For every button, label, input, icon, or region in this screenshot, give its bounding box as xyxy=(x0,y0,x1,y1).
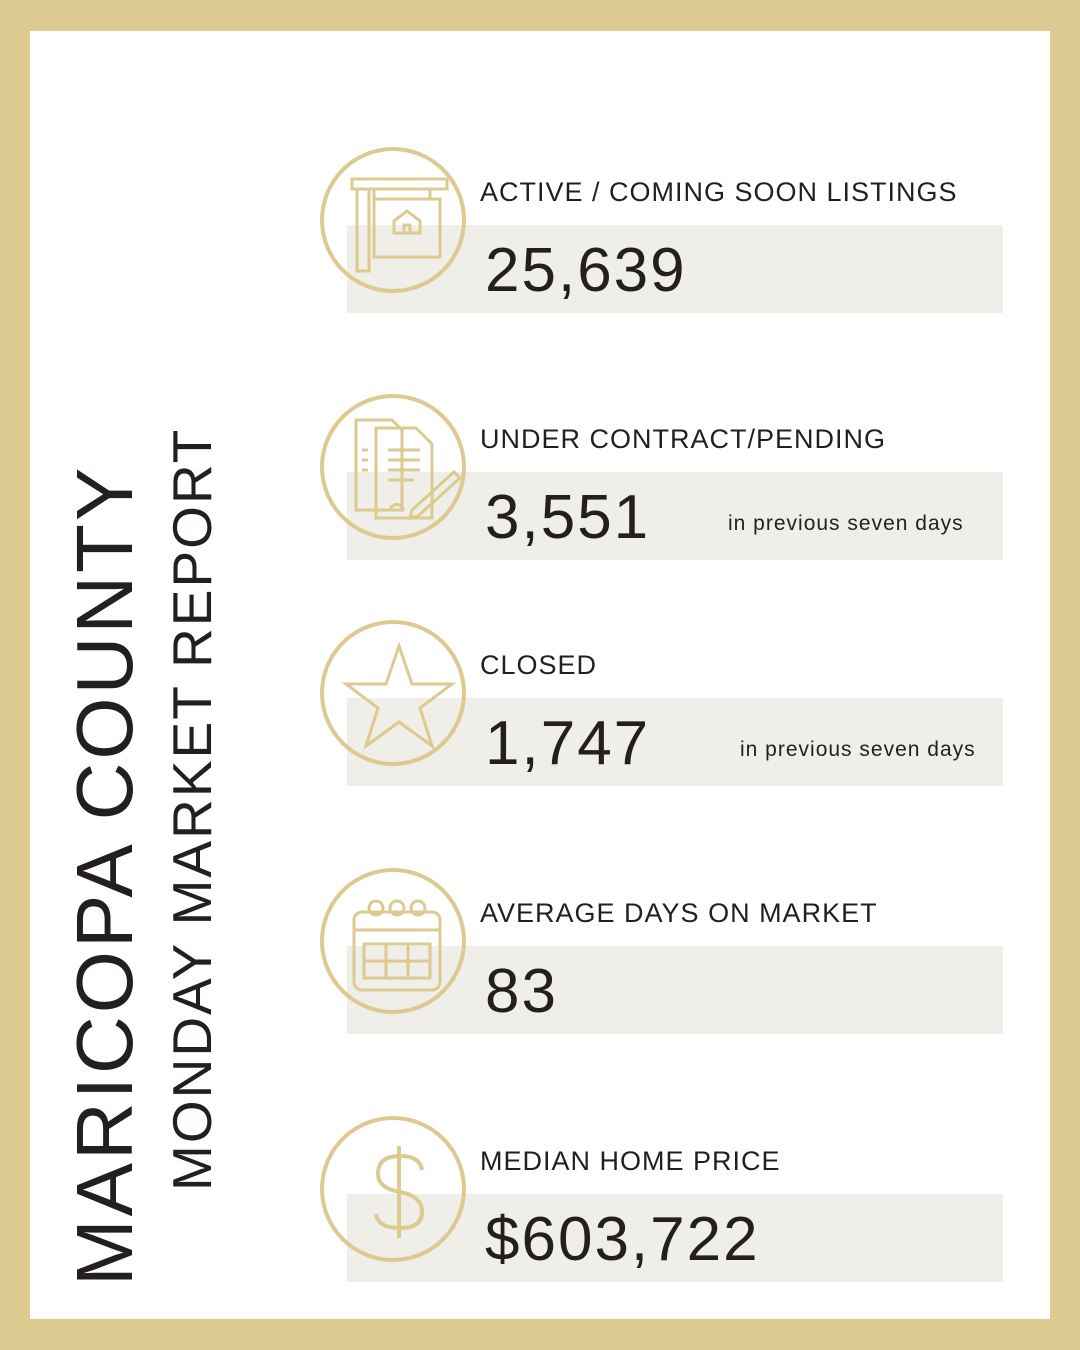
contract-document-icon xyxy=(320,394,466,540)
stat-label: UNDER CONTRACT/PENDING xyxy=(480,424,887,454)
stat-label: AVERAGE DAYS ON MARKET xyxy=(480,898,878,928)
dollar-sign-icon xyxy=(320,1116,466,1262)
title-main: MARICOPA COUNTY xyxy=(60,464,149,1286)
for-sale-sign-icon xyxy=(320,147,466,293)
stat-value: 25,639 xyxy=(485,236,687,305)
calendar-icon xyxy=(320,868,466,1014)
stat-value: 1,747 xyxy=(485,709,651,778)
stat-label: MEDIAN HOME PRICE xyxy=(480,1146,781,1176)
stat-note: in previous seven days xyxy=(740,738,976,761)
star-icon xyxy=(320,620,466,766)
stat-days-on-market xyxy=(320,868,1020,1038)
stat-closed xyxy=(320,620,1020,790)
report-card xyxy=(30,31,1050,1319)
stat-median-price xyxy=(320,1116,1020,1286)
stat-note: in previous seven days xyxy=(728,512,964,535)
stat-active-listings xyxy=(320,147,1020,317)
stat-label: CLOSED xyxy=(480,650,598,680)
stat-value: $603,722 xyxy=(485,1205,760,1274)
stat-under-contract xyxy=(320,394,1020,564)
stat-value: 83 xyxy=(485,957,558,1026)
stat-value: 3,551 xyxy=(485,483,651,552)
stat-label: ACTIVE / COMING SOON LISTINGS xyxy=(480,177,958,207)
title-sub: MONDAY MARKET REPORT xyxy=(161,427,223,1191)
